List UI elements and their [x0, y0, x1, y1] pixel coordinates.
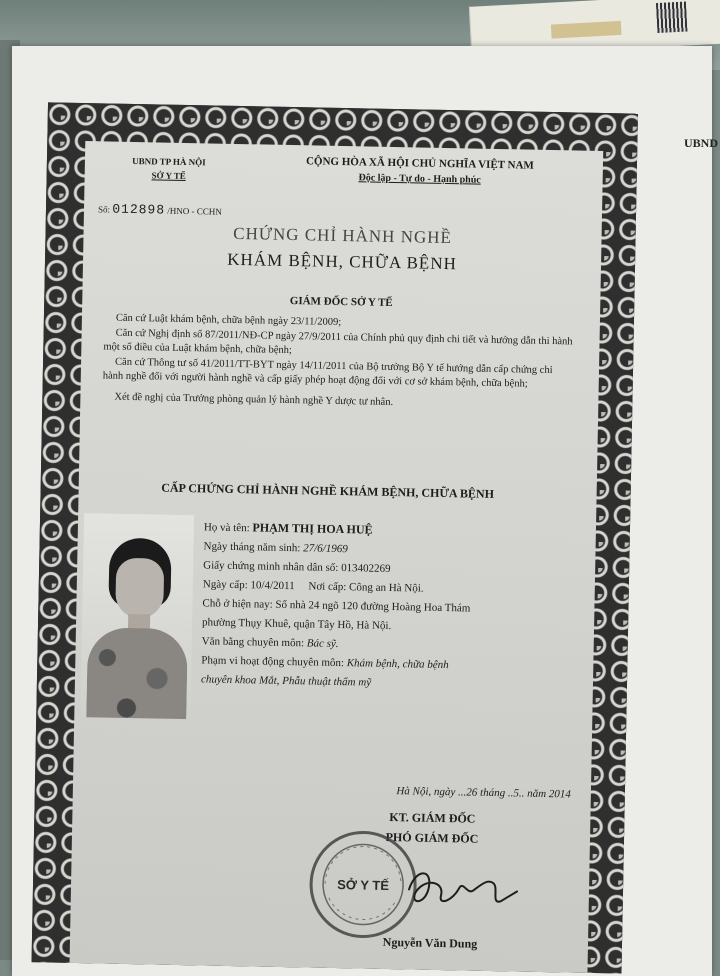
signing-date: Hà Nội, ngày ...26 tháng ..5.. năm 2014: [396, 785, 571, 801]
dob-value: 27/6/1969: [303, 542, 348, 556]
issue-date-label: Ngày cấp:: [202, 578, 248, 592]
role-line: PHÓ GIÁM ĐỐC: [385, 829, 479, 846]
id-label: Giấy chứng minh nhân dân số:: [203, 559, 339, 574]
practice-certificate: [32, 102, 638, 973]
serial-suffix: /HNO - CCHN: [167, 205, 222, 217]
qr-code-icon: [656, 1, 688, 33]
national-header: [260, 152, 581, 190]
dob-label: Ngày tháng năm sinh:: [203, 540, 301, 555]
nation-title: CỘNG HÒA XÃ HỘI CHỦ NGHĨA VIỆT NAM: [305, 155, 534, 172]
background-stamp-stripe: [551, 21, 622, 39]
authority-line1: UBND TP HÀ NỘI: [132, 155, 206, 168]
basis-item: Căn cứ Thông tư số 41/2011/TT-BYT ngày 14/11/2011 của Bộ trưởng Bộ Y tế hướng dẫn cấp chứng chỉ hành nghề đối với người hành nghề và cấp giấy phép hoạt động đối với cơ sở khám bệnh, chữa bệnh;: [102, 356, 553, 390]
basis-item: Căn cứ Luật khám bệnh, chữa bệnh ngày 23/11/2009;: [115, 312, 342, 329]
holder-photo: [80, 513, 194, 719]
address-line1: Số nhà 24 ngõ 120 đường Hoàng Hoa Thám: [275, 598, 471, 615]
holder-details: [201, 517, 564, 696]
id-value: 013402269: [341, 562, 391, 575]
holder-name: PHẠM THỊ HOA HUỆ: [252, 520, 373, 537]
basis-item: Xét đề nghị của Trưởng phòng quản lý hành nghề Y dược tư nhân.: [114, 391, 394, 408]
seal-text: SỞ Y TẾ: [337, 877, 390, 894]
serial-value: 012898: [112, 201, 166, 218]
certificate-title: CHỨNG CHỈ HÀNH NGHỀ: [233, 223, 453, 248]
issuer-heading: GIÁM ĐỐC SỞ Y TẾ: [289, 295, 393, 309]
issue-place-label: Nơi cấp:: [308, 580, 347, 594]
basis-item: Căn cứ Nghị định số 87/2011/NĐ-CP ngày 27/9/2011 của Chính phủ quy định chi tiết và hướng dẫn thi hành một số điều của Luật khám bệnh, chữa bệnh;: [103, 327, 573, 357]
serial-number: [98, 201, 222, 218]
legal-basis: [102, 311, 574, 413]
issue-place-value: Công an Hà Nội.: [348, 581, 424, 595]
handwritten-signature: [401, 859, 522, 917]
scope-line2: chuyên khoa Mắt, Phẫu thuật thẩm mỹ: [200, 673, 372, 689]
address-label: Chỗ ở hiện nay:: [202, 597, 273, 611]
degree-label: Văn bằng chuyên môn:: [201, 635, 305, 650]
scope-line1: Khám bệnh, chữa bệnh: [346, 657, 449, 672]
serial-prefix: Số:: [97, 204, 111, 215]
issue-date-value: 10/4/2011: [250, 579, 295, 593]
name-label: Họ và tên:: [203, 521, 250, 535]
kt-line: KT. GIÁM ĐỐC: [389, 810, 476, 826]
grant-heading: CẤP CHỨNG CHỈ HÀNH NGHỀ KHÁM BỆNH, CHỮA BỆNH: [161, 480, 495, 501]
national-motto: Độc lập - Tự do - Hạnh phúc: [358, 172, 481, 186]
background-sheet-text: UBND: [684, 136, 719, 150]
issuing-authority: [99, 153, 240, 184]
signer-name: Nguyễn Văn Dung: [382, 934, 478, 951]
degree-value: Bác sỹ.: [306, 637, 339, 651]
certificate-body: [70, 141, 604, 973]
authority-line2: SỞ Y TẾ: [151, 170, 186, 181]
certificate-subtitle: KHÁM BỆNH, CHỮA BỆNH: [227, 249, 458, 274]
address-line2: phường Thụy Khuê, quận Tây Hồ, Hà Nội.: [201, 616, 392, 633]
scope-label: Phạm vi hoạt động chuyên môn:: [201, 654, 345, 670]
